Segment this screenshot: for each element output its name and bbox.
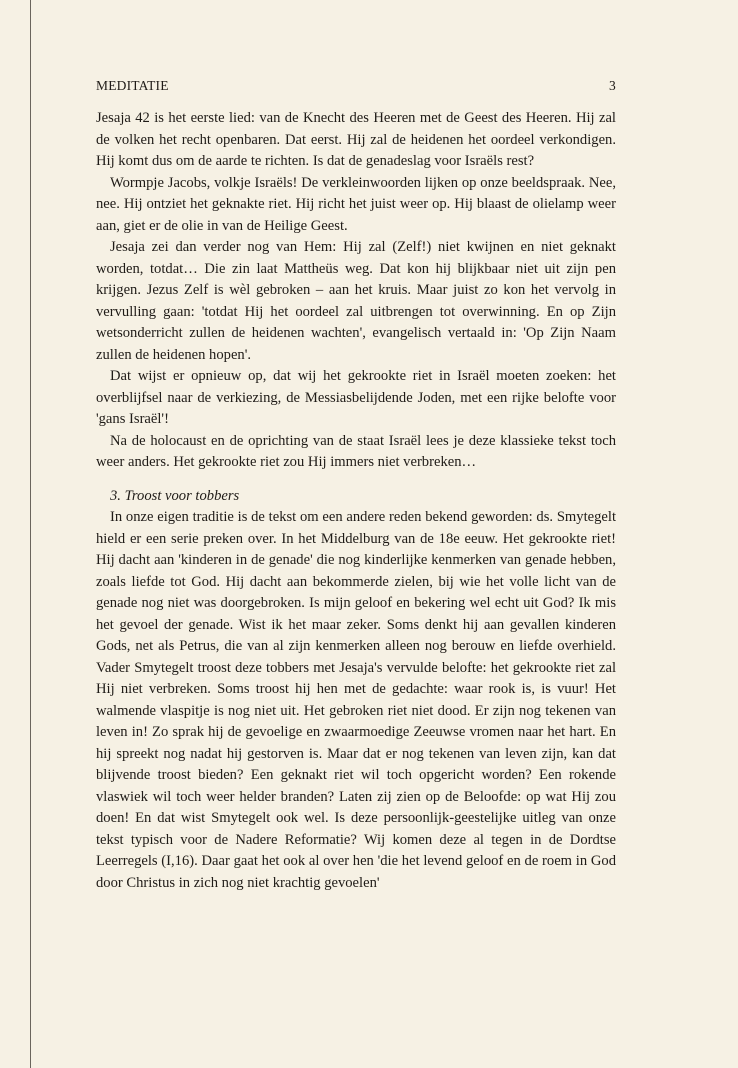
page-edge-rule [30, 0, 31, 1068]
paragraph: Na de holocaust en de oprichting van de staat Israël lees je deze klassieke tekst toch weer anders. Het gekrookte riet zou Hij immers niet verbreken… [96, 432, 616, 470]
paragraph: In onze eigen traditie is de tekst om een andere reden bekend geworden: ds. Smytegelt hield er een serie preken over. In het Middelburg van de 18e eeuw. Het gekrookte riet! Hij dacht aan 'kinderen in de genade' die nog kinderlijke kenmerken van genade hebben, zoals liefde tot God. Hij dacht aan bekommerde zielen, bij wie het volle licht van de genade nog niet was doorgebroken. Is mijn geloof en bekering wel echt uit God? Ik mis het gevoel der genade. Wist ik het maar zeker. Soms denkt hij aan gevallen kinderen Gods, net als Petrus, die van al zijn kenmerken alleen nog berouw en liefde overhield. Vader Smytegelt troost deze tobbers met Jesaja's vervulde belofte: het gekrookte riet zal Hij niet verbreken. Soms troost hij hen met de gedachte: waar rook is, is vuur! Het walmende vlaspitje is nog niet uit. Het gebroken riet niet dood. Er zijn nog tekenen van leven in! Zo sprak hij de gevoelige en zwaarmoedige Zeeuwse vromen naar het hart. En hij spreekt nog nadat hij gestorven is. Maar dat er nog tekenen van leven zijn, kan dat blijvende troost bieden? Een geknakt riet wil toch opgericht worden? Een rokende vlaswiek wil toch weer helder branden? Laten zij zien op de Beloofde: op wat Hij zou doen! En dat wist Smytegelt ook wel. Is deze persoonlijk-geestelijke uitleg van onze tekst typisch voor de Nadere Reformatie? Wij komen deze al tegen in de Dordtse Leerregels (I,16). Daar gaat het ook al over hen 'die het levend geloof en de roem in God door Christus in zich nog niet krachtig gevoelen' [96, 509, 616, 891]
running-header [96, 78, 616, 94]
section-heading: 3. Troost voor tobbers [110, 487, 240, 504]
article-body [96, 108, 616, 894]
paragraph: Jesaja zei dan verder nog van Hem: Hij zal (Zelf!) niet kwijnen en niet geknakt worden, totdat… Die zin laat Mattheüs weg. Dat kon hij blijkbaar niet uit zijn pen krijgen. Jezus Zelf is wèl gebroken – aan het kruis. Maar juist zo kon het vervolg in vervulling gaan: 'totdat Hij het oordeel zal uitbrengen tot overwinning. En op Zijn wetsonderricht zullen de heidenen wachten', evangelisch vertaald in: 'Op Zijn Naam zullen de heidenen hopen'. [96, 239, 616, 363]
page-content [96, 78, 616, 894]
paragraph: Dat wijst er opnieuw op, dat wij het gekrookte riet in Israël moeten zoeken: het overblijfsel naar de verkiezing, de Messiasbelijdende Joden, met een rijke belofte voor 'gans Israël'! [96, 368, 616, 427]
page-number: 3 [609, 78, 616, 93]
section-spacer [96, 474, 616, 486]
paragraph: Wormpje Jacobs, volkje Israëls! De verkleinwoorden lijken op onze beeldspraak. Nee, nee. Hij ontziet het geknakte riet. Hij richt het juist weer op. Hij blaast de olielamp weer aan, giet er de olie in van de Heilige Geest. [96, 174, 616, 234]
paragraph: Jesaja 42 is het eerste lied: van de Knecht des Heeren met de Geest des Heeren. Hij zal de volken het recht openbaren. Dat eerst. Hij zal de heidenen het oordeel verkondigen. Hij komt dus om de aarde te richten. Is dat de genadeslag voor Israëls rest? [96, 110, 616, 169]
running-title: MEDITATIE [96, 78, 169, 93]
